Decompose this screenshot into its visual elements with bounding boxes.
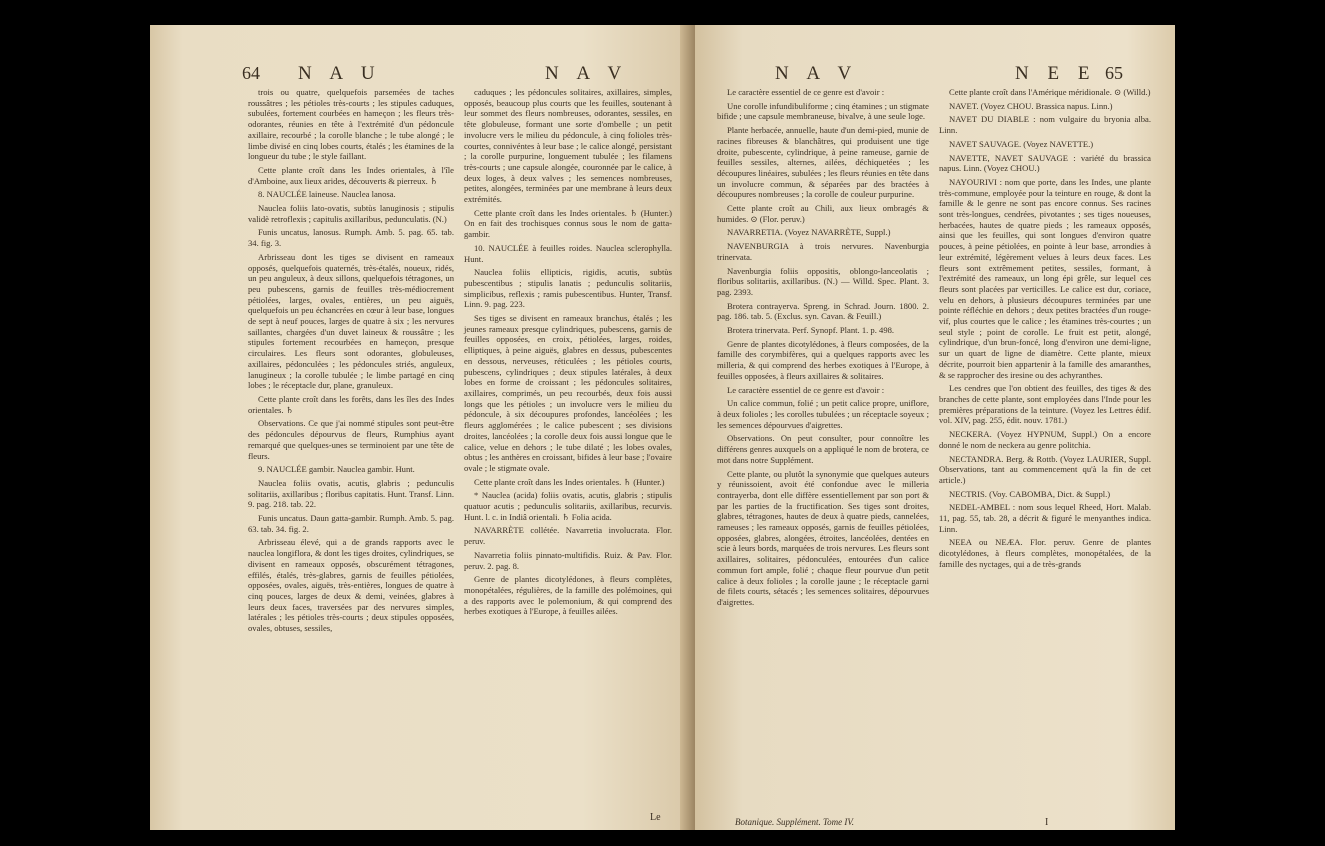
paragraph: NAVARRETIA. (Voyez NAVARRÈTE, Suppl.) (727, 227, 891, 238)
paragraph: Le caractère essentiel de ce genre est d'avoir : (727, 87, 885, 97)
paragraph: NECTANDRA. Berg. & Rottb. (Voyez LAURIER, Suppl. Observations, tant au commencement qu'à la fin de cet article.) (939, 453, 1151, 485)
paragraph: Funis uncatus, lanosus. Rumph. Amb. 5. pag. 65. tab. 34. fig. 3. (248, 227, 454, 249)
paragraph: Genre de plantes dicotylédones, à fleurs composées, de la famille des corymbifères, qui a quelques rapports avec les milleria, & qui comprend des herbes exotiques à l'Europe, à feuilles opposées, à fleurs axillaires & solitaires. (717, 338, 929, 381)
paragraph: Nauclea foliis ovatis, acutis, glabris ; pedunculis solitariis, axillaribus ; floribus capitatis. Hunt. Transf. Linn. 9. pag. 218. tab. 22. (248, 477, 454, 510)
paragraph: NAYOURIVI : nom que porte, dans les Indes, une plante très-commune, employée pour la teinture en rouge, & dont la famille & le genre ne sont pas encore connus. Ses racines sont très-longues, cendrées, pivotantes ; ses tiges noueuses, herbacées, hautes de quatre pieds ; les rameaux opposés, ainsi que les feuilles, qui sont longues d'environ quatre pouces, à peine pétiolées, en pointe à leur base, arrondies à leur extrémité, légèrement velues à leurs deux faces. Les fleurs sont extrêmement petites, sessiles, formant, à l'extrémité des rameaux, un long épi grêle, sur lequel ces fleurs sont placées par verticilles. Le calice est dur, coriace, velu en dehors, à plusieurs découpures terminées par une pointe réfléchie en dehors ; deux petites bractées d'un rouge-vif, plus courtes que le calice ; les étamines très-courtes ; un seul style ; point de corolle. Le fruit est petit, alongé, cylindrique, d'un brun-foncé, long d'environ une demi-ligne, sur un quart de ligne de diamètre. Cette plante, mieux décrite, pourroit bien appartenir à la famille des amaranthes, & se rapprocher des iresine ou des achyranthes. (939, 176, 1151, 380)
paragraph: Arbrisseau élevé, qui a de grands rapports avec le nauclea longiflora, & dont les tiges droites, cylindriques, se divisent en rameaux opposés, obscurément tétragones, effilés, étalés, très-glabres, garnis de feuilles pétiolées, opposées, ovales, aiguës, très-entières, longues de quatre à cinq pouces, larges de deux & demi, veinées, glabres à leurs deux faces, traversées par des nervures simples, latérales ; les pétioles très-courts ; deux stipules opposées, ovales, obtuses, sessiles, (248, 537, 454, 634)
paragraph: NEEA ou NEÆA. Flor. peruv. Genre de plantes dicotylédones, à fleurs complètes, monopétalées, de la famille des nyctages, qui a de très-grands (939, 537, 1151, 569)
paragraph: Genre de plantes dicotylédones, à fleurs complètes, monopétalées, régulières, de la famille des polémoines, qui a des rapports avec le polemonium, & qui comprend des herbes exotiques à l'Europe, à feuilles ailées. (464, 574, 672, 617)
paragraph: Le caractère essentiel de ce genre est d'avoir : (727, 384, 885, 395)
right-column-2 (939, 87, 1151, 573)
paragraph: Les cendres que l'on obtient des feuilles, des tiges & des branches de cette plante, sont employées dans l'Inde pour les premières préparations de la teinture. (Voyez les Lettres édif. vol. XIV, pag. 255, édit. nouv. 1781.) (939, 383, 1151, 426)
paragraph: Cette plante croît au Chili, aux lieux ombragés & humides. ⊙ (Flor. peruv.) (717, 203, 929, 224)
paragraph: 9. NAUCLÉE gambir. Nauclea gambir. Hunt. (258, 464, 415, 475)
paragraph: 8. NAUCLÉE laineuse. Nauclea lanosa. (258, 189, 396, 200)
paragraph: Brotera trinervata. Perf. Synopf. Plant. 1. p. 498. (727, 325, 895, 336)
paragraph: NAVENBURGIA à trois nervures. Navenburgia trinervata. (717, 241, 929, 262)
paragraph: NAVET DU DIABLE : nom vulgaire du bryonia alba. Linn. (939, 114, 1151, 136)
paragraph: Brotera contrayerva. Spreng. in Schrad. Journ. 1800. 2. pag. 186. tab. 5. (Exclus. syn. Cavan. & Feuill.) (717, 300, 929, 322)
paragraph: Ses tiges se divisent en rameaux branchus, étalés ; les jeunes rameaux presque cylindriques, pubescens, garnis de feuilles opposées, en croix, pétiolées, larges, roides, elliptiques, à peine aiguës, glabres en dessus, pubescentes en dessous, nerveuses, réticulées ; les pétioles courts, pubescens, cylindriques ; deux stipules latérales, à deux lobes en forme de croissant ; les pédoncules solitaires, axillaires, comprimés, un peu recourbés, deux fois aussi longs que les pétioles ; un involucre vers le milieu du pédoncule, à six découpures profondes, lancéolées ; les fleurs agglomérées ; le calice pubescent ; ses divisions droites, lancéolées ; la corolle deux fois aussi longue que le calice, velue en dehors ; le tube dilaté ; les lobes ovales, obtus ; les anthères en croissant, bifides à leur base ; l'ovaire ovale ; le stigmate ovale. (464, 313, 672, 473)
left-column-1 (248, 87, 454, 637)
right-column-1 (717, 87, 929, 611)
paragraph: trois ou quatre, quelquefois parsemées de taches roussâtres ; les pétioles très-courts ; les stipules caduques, subulées, fortement courbées en hameçon ; les fleurs très-odorantes, réunies en tête à l'extrémité d'un pédoncule axillaire, recourbé ; la corolle blanche ; le tube alongé ; le limbe divisé en cinq lobes courts, étalés ; les étamines de la longueur du tube ; le style faillant. (248, 87, 454, 162)
right-header-right: N E E (1015, 63, 1097, 84)
paragraph: Funis uncatus. Daun gatta-gambir. Rumph. Amb. 5. pag. 63. tab. 34. fig. 2. (248, 513, 454, 534)
left-page-number: 64 (242, 63, 260, 83)
paragraph: Nauclea foliis ellipticis, rigidis, acutis, subtùs pubescentibus ; stipulis lanatis ; pedunculis solitariis, simplicibus, reflexis ; ramis pubescentibus. Hunter, Transf. Linn. 9. pag. 223. (464, 267, 672, 310)
left-header-right: N A V (545, 63, 629, 84)
left-column-2 (464, 87, 672, 620)
paragraph: 10. NAUCLÉE à feuilles roides. Nauclea sclerophylla. Hunt. (464, 242, 672, 264)
paragraph: NAVET SAUVAGE. (Voyez NAVETTE.) (949, 138, 1094, 149)
paragraph: Arbrisseau dont les tiges se divisent en rameaux opposés, quelquefois quaternés, très-étalés, noueux, ridés, un peu anguleux, à deux sillons, quelquefois tétragones, un peu pubescens, garnis de feuilles très-médiocrement pétiolées, larges, ovales, entières, un peu aiguës, quelquefois un peu échancrées en cœur à leur base, longues de sept à neuf pouces, larges de quatre à six ; les nervures saillantes, chargées d'un duvet laineux & roussâtre ; les stipules fortement recourbées en hameçon, presque circulaires. Les fleurs sont odorantes, globuleuses, axillaires, pédonculées ; les pédoncules striés, anguleux, lanugineux ; la corolle tubulée ; le limbe partagé en cinq lobes ; le réceptacle dur, plane, granuleux. (248, 251, 454, 391)
paragraph: Navenburgia foliis oppositis, oblongo-lanceolatis ; floribus solitariis, axillaribus. (N.) — Willd. Spec. Plant. 3. pag. 2393. (717, 265, 929, 297)
book-spread (150, 25, 1175, 830)
signature-mark: I (1045, 817, 1049, 828)
paragraph: Cette plante croît dans les forêts, dans les îles des Indes orientales. ♄ (248, 393, 454, 415)
paragraph: Observations. Ce que j'ai nommé stipules sont peut-être des pédoncules dépourvus de fleurs, Rumphius ayant remarqué que quelques-unes se terminoient par une tête de fleurs. (248, 418, 454, 461)
paragraph: * Nauclea (acida) foliis ovatis, acutis, glabris ; stipulis quatuor acutis ; pedunculis solitariis, axillaribus, recurvis. Hunt. l. c. in Indiâ orientali. ♄ Folia acida. (464, 490, 672, 522)
right-header-left: N A V (775, 63, 859, 84)
paragraph: Navarretia foliis pinnato-multifidis. Ruiz. & Pav. Flor. peruv. 2. pag. 8. (464, 549, 672, 571)
right-page-number: 65 (1105, 63, 1123, 83)
paragraph: caduques ; les pédoncules solitaires, axillaires, simples, opposés, beaucoup plus courts que les feuilles, soutenant à leur sommet des fleurs nombreuses, odorantes, sessiles, en tête globuleuse, formant une sorte d'ombelle ; un petit involucre vers le milieu du pédoncule, à cinq folioles très-courtes, connivéntes à leur base ; le calice alongé, persistant ; la corolle purpurine, longuement tubulée ; les filamens très-courts ; une capsule alongée, couronnée par le calice, à deux loges, à deux valves ; les semences nombreuses, petites, alongées, terminées par une membrane à leurs deux extrémités. (464, 87, 672, 205)
right-page (695, 25, 1175, 830)
paragraph: NEDEL-AMBEL : nom sous lequel Rheed, Hort. Malab. 11, pag. 55, tab. 28, a décrit & figuré le menyanthes indica. Linn. (939, 502, 1151, 534)
paragraph: NAVETTE, NAVET SAUVAGE : variété du brassica napus. Linn. (Voyez CHOU.) (939, 152, 1151, 174)
paragraph: NAVET. (Voyez CHOU. Brassica napus. Linn.) (949, 100, 1113, 111)
paragraph: Un calice commun, folié ; un petit calice propre, uniflore, à deux folioles ; les corolles tubulées ; un réceptacle soyeux ; les semences dépourvues d'aigrettes. (717, 398, 929, 430)
paragraph: NAVARRÈTE collétée. Navarretia involucrata. Flor. peruv. (464, 525, 672, 547)
left-header-left: N A U (298, 63, 382, 84)
paragraph: Nauclea foliis lato-ovatis, subtùs lanuginosis ; stipulis validè retroflexis ; capitulis axillaribus, pedunculatis. (N.) (248, 203, 454, 224)
page-footer: Botanique. Supplément. Tome IV. (735, 817, 854, 827)
paragraph: NECTRIS. (Voy. CABOMBA, Dict. & Suppl.) (949, 488, 1111, 499)
left-page (150, 25, 690, 830)
paragraph: NECKERA. (Voyez HYPNUM, Suppl.) On a encore donné le nom de neckera au genre politchia. (939, 429, 1151, 450)
paragraph: Cette plante croît dans les Indes orientales, à l'île d'Amboine, aux lieux arides, découverts & pierreux. ♄ (248, 164, 454, 186)
paragraph: Plante herbacée, annuelle, haute d'un demi-pied, munie de racines fibreuses & blanchâtres, qui produisent une tige droite, pubescente, cylindrique, à peine rameuse, garnie de feuilles sessiles, alternes, ailées, déchiquetées ; les découpures linéaires, subulées ; les fleurs réunies en tête dans un involucre commun, & séparées par des bractées à découpures nombreuses ; la corolle de couleur purpurine. (717, 125, 929, 200)
paragraph: Observations. On peut consulter, pour connoître les différens genres auxquels on a appliqué le nom de brotera, ce mot dans notre Supplément. (717, 433, 929, 465)
paragraph: Cette plante croît dans l'Amérique méridionale. ⊙ (Willd.) (949, 87, 1151, 97)
paragraph: Une corolle infundibuliforme ; cinq étamines ; un stigmate bifide ; une capsule membraneuse, bivalve, à une seule loge. (717, 100, 929, 122)
paragraph: Cette plante, ou plutôt la synonymie que quelques auteurs y réunissoient, avoit été confondue avec le milleria contrayerba, dont elle diffère essentiellement par son port & par les parties de la fructification. Ses tiges sont droites, glabres, tétragones, hautes de deux à quatre pieds, cannelées, rameuses ; les rameaux opposés, garnis de feuilles pétiolées, opposées, glabres, alongées, étroites, lancéolées, dentées en scie à leurs bords, marquées de trois nervures. Les fleurs sont axillaires, solitaires, pédonculées, entourées d'un calice commun fort ample, folié ; chaque fleur pourvue d'un petit calice à deux folioles ; la corolle jaune ; le réceptacle garni de filets courts, sétacés ; les semences solitaires, dépourvues d'aigrettes. (717, 468, 929, 607)
paragraph: Cette plante croît dans les Indes orientales. ♄ (Hunter.) On en fait des trochisques connus sous le nom de gatta-gambir. (464, 207, 672, 240)
paragraph: Cette plante croît dans les Indes orientales. ♄ (Hunter.) (474, 476, 665, 487)
left-catchword: Le (650, 812, 661, 823)
